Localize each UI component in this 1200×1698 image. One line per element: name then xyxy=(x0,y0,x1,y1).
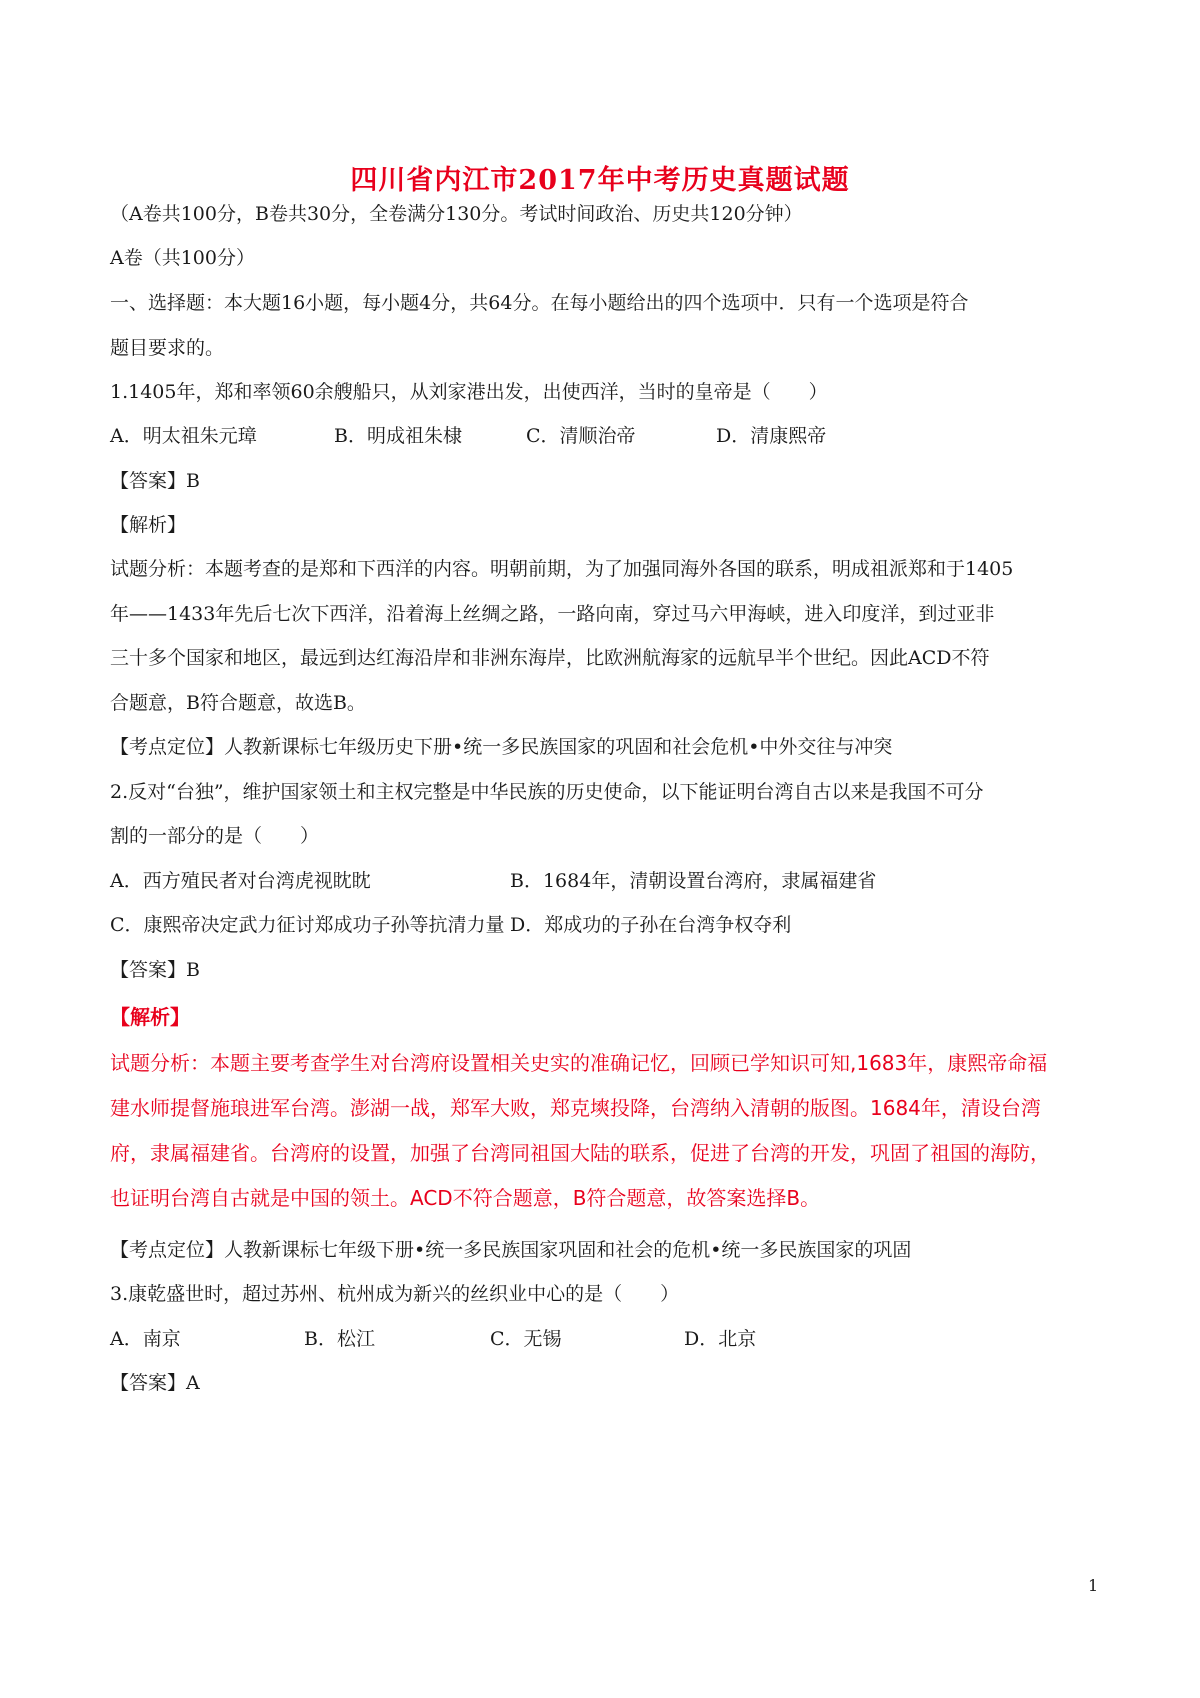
question-2-analysis-line: 建水师提督施琅进军台湾。澎湖一战，郑军大败，郑克塽投降，台湾纳入清朝的版图。1684年，清设台湾 xyxy=(110,1096,1041,1120)
question-1-stem: 1.1405年，郑和率领60余艘船只，从刘家港出发，出使西洋，当时的皇帝是（ ） xyxy=(110,381,828,403)
question-1-option-d: D．清康熙帝 xyxy=(716,425,827,447)
question-1-analysis-line: 三十多个国家和地区，最远到达红海沿岸和非洲东海岸，比欧洲航海家的远航早半个世纪。因此ACD不符 xyxy=(110,647,990,669)
question-2-analysis-line: 府，隶属福建省。台湾府的设置，加强了台湾同祖国大陆的联系，促进了台湾的开发，巩固了祖国的海防， xyxy=(110,1141,1050,1165)
question-2-option-d: D．郑成功的子孙在台湾争权夺利 xyxy=(510,914,792,936)
question-2-knowledge-point: 【考点定位】人教新课标七年级下册•统一多民族国家巩固和社会的危机•统一多民族国家的巩固 xyxy=(110,1239,912,1261)
instruction-line-2: 题目要求的。 xyxy=(110,337,225,359)
exam-intro: （A卷共100分，B卷共30分，全卷满分130分。考试时间政治、历史共120分钟） xyxy=(110,203,803,225)
question-2-option-a: A．西方殖民者对台湾虎视眈眈 xyxy=(110,870,371,892)
question-2-analysis-heading: 【解析】 xyxy=(110,1005,190,1029)
section-a-heading: A卷（共100分） xyxy=(110,247,255,269)
question-3-option-c: C．无锡 xyxy=(490,1328,562,1350)
question-3-option-b: B．松江 xyxy=(304,1328,375,1350)
question-1-analysis-line: 试题分析：本题考查的是郑和下西洋的内容。明朝前期，为了加强同海外各国的联系，明成祖派郑和于1405 xyxy=(110,558,1014,580)
question-2-analysis-line: 试题分析：本题主要考查学生对台湾府设置相关史实的准确记忆，回顾已学知识可知,1683年，康熙帝命福 xyxy=(110,1051,1048,1075)
question-1-analysis-line: 年——1433年先后七次下西洋，沿着海上丝绸之路，一路向南，穿过马六甲海峡，进入印度洋，到过亚非 xyxy=(110,603,995,625)
question-1-option-a: A．明太祖朱元璋 xyxy=(110,425,257,447)
question-3-answer: 【答案】A xyxy=(110,1372,200,1394)
question-1-option-b: B．明成祖朱棣 xyxy=(334,425,462,447)
question-1-analysis-heading: 【解析】 xyxy=(110,514,187,536)
instruction-line-1: 一、选择题：本大题16小题，每小题4分，共64分。在每小题给出的四个选项中．只有一个选项是符合 xyxy=(110,292,969,314)
question-1-option-c: C．清顺治帝 xyxy=(526,425,636,447)
question-2-analysis-line: 也证明台湾自古就是中国的领土。ACD不符合题意，B符合题意，故答案选择B。 xyxy=(110,1186,821,1210)
question-2-option-b: B．1684年，清朝设置台湾府，隶属福建省 xyxy=(510,870,877,892)
question-2-option-c: C．康熙帝决定武力征讨郑成功子孙等抗清力量 xyxy=(110,914,505,936)
question-1-analysis-line: 合题意，B符合题意，故选B。 xyxy=(110,692,366,714)
question-2-stem-line-2: 割的一部分的是（ ） xyxy=(110,825,320,847)
question-3-option-a: A．南京 xyxy=(110,1328,181,1350)
question-2-stem-line-1: 2.反对“台独”，维护国家领土和主权完整是中华民族的历史使命，以下能证明台湾自古以来是我国不可分 xyxy=(110,781,984,803)
question-1-answer: 【答案】B xyxy=(110,470,200,492)
page-number: 1 xyxy=(1088,1576,1099,1595)
question-3-stem: 3.康乾盛世时，超过苏州、杭州成为新兴的丝织业中心的是（ ） xyxy=(110,1283,680,1305)
question-1-knowledge-point: 【考点定位】人教新课标七年级历史下册•统一多民族国家的巩固和社会危机•中外交往与冲突 xyxy=(110,736,893,758)
question-2-answer: 【答案】B xyxy=(110,959,200,981)
question-3-option-d: D．北京 xyxy=(684,1328,757,1350)
document-title: 四川省内江市2017年中考历史真题试题 xyxy=(350,165,850,196)
